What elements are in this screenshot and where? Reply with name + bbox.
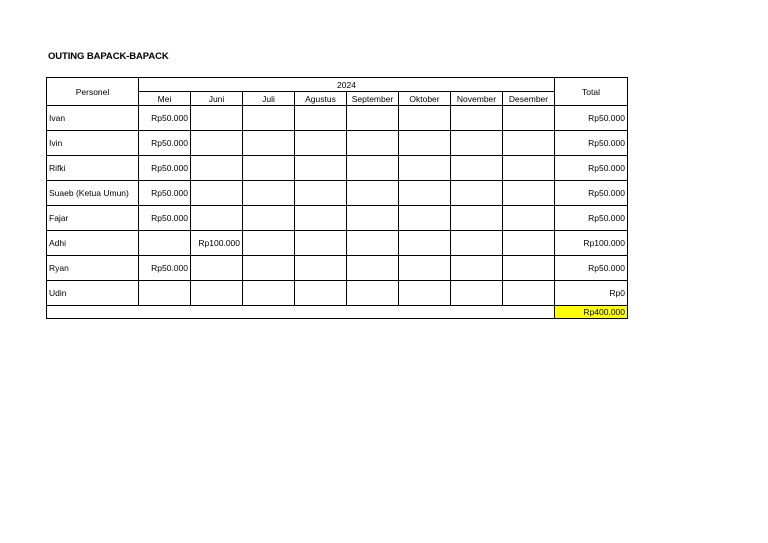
month-header-oktober[interactable]: Oktober [399,92,451,106]
month-value-cell[interactable] [243,131,295,156]
month-value-cell[interactable] [451,256,503,281]
row-total-cell[interactable]: Rp50.000 [555,206,628,231]
month-value-cell[interactable] [451,156,503,181]
month-value-cell[interactable] [503,181,555,206]
month-header-september[interactable]: September [347,92,399,106]
month-value-cell[interactable] [295,181,347,206]
sheet-title: OUTING BAPACK-BAPACK [48,51,169,62]
month-value-cell[interactable] [295,281,347,306]
month-value-cell[interactable] [399,131,451,156]
month-value-cell[interactable]: Rp100.000 [191,231,243,256]
month-value-cell[interactable] [347,106,399,131]
month-value-cell[interactable] [295,131,347,156]
month-value-cell[interactable]: Rp50.000 [139,156,191,181]
month-value-cell[interactable] [451,206,503,231]
month-value-cell[interactable]: Rp50.000 [139,256,191,281]
month-value-cell[interactable] [139,281,191,306]
month-value-cell[interactable] [243,181,295,206]
row-total-cell[interactable]: Rp100.000 [555,231,628,256]
month-value-cell[interactable] [451,281,503,306]
table-row [47,131,628,156]
personel-name-cell[interactable]: Ryan [47,256,139,281]
month-value-cell[interactable] [295,231,347,256]
month-header-juni[interactable]: Juni [191,92,243,106]
month-value-cell[interactable] [243,231,295,256]
month-header-november[interactable]: November [451,92,503,106]
month-value-cell[interactable] [451,181,503,206]
month-value-cell[interactable] [347,231,399,256]
month-header-juli[interactable]: Juli [243,92,295,106]
month-value-cell[interactable] [347,156,399,181]
month-value-cell[interactable] [243,106,295,131]
table-row [47,106,628,131]
personel-name-cell[interactable]: Ivan [47,106,139,131]
month-value-cell[interactable] [399,231,451,256]
month-value-cell[interactable] [399,156,451,181]
month-value-cell[interactable]: Rp50.000 [139,106,191,131]
month-value-cell[interactable] [191,206,243,231]
month-value-cell[interactable] [243,206,295,231]
month-value-cell[interactable] [243,256,295,281]
month-value-cell[interactable] [399,106,451,131]
table-row [47,156,628,181]
personel-header[interactable]: Personel [47,78,139,106]
personel-name-cell[interactable]: Suaeb (Ketua Umun) [47,181,139,206]
personel-name-cell[interactable]: Ivin [47,131,139,156]
month-value-cell[interactable] [503,156,555,181]
grand-total-cell[interactable]: Rp400.000 [555,306,628,319]
month-value-cell[interactable] [295,256,347,281]
month-value-cell[interactable] [191,156,243,181]
month-value-cell[interactable]: Rp50.000 [139,181,191,206]
month-value-cell[interactable] [399,181,451,206]
month-value-cell[interactable] [503,131,555,156]
month-value-cell[interactable] [503,256,555,281]
month-value-cell[interactable] [503,231,555,256]
month-value-cell[interactable] [295,156,347,181]
month-value-cell[interactable] [503,106,555,131]
table-row [47,231,628,256]
month-header-agustus[interactable]: Agustus [295,92,347,106]
row-total-cell[interactable]: Rp50.000 [555,131,628,156]
row-total-cell[interactable]: Rp50.000 [555,156,628,181]
month-value-cell[interactable] [191,281,243,306]
month-value-cell[interactable] [347,181,399,206]
month-value-cell[interactable] [503,281,555,306]
month-value-cell[interactable] [191,131,243,156]
table-row [47,256,628,281]
month-value-cell[interactable] [451,106,503,131]
table-row [47,281,628,306]
month-value-cell[interactable] [191,256,243,281]
personel-name-cell[interactable]: Udin [47,281,139,306]
month-value-cell[interactable] [399,281,451,306]
month-value-cell[interactable] [347,281,399,306]
month-value-cell[interactable] [399,206,451,231]
month-header-mei[interactable]: Mei [139,92,191,106]
month-value-cell[interactable] [191,106,243,131]
month-value-cell[interactable]: Rp50.000 [139,131,191,156]
month-value-cell[interactable] [243,156,295,181]
month-value-cell[interactable] [451,231,503,256]
row-total-cell[interactable]: Rp50.000 [555,181,628,206]
month-value-cell[interactable] [399,256,451,281]
month-value-cell[interactable]: Rp50.000 [139,206,191,231]
month-value-cell[interactable] [139,231,191,256]
row-total-cell[interactable]: Rp50.000 [555,106,628,131]
year-header[interactable]: 2024 [139,78,555,92]
month-header-desember[interactable]: Desember [503,92,555,106]
row-total-cell[interactable]: Rp0 [555,281,628,306]
personel-name-cell[interactable]: Adhi [47,231,139,256]
personel-name-cell[interactable]: Fajar [47,206,139,231]
month-value-cell[interactable] [347,256,399,281]
table-row [47,206,628,231]
grand-total-row [47,306,628,319]
row-total-cell[interactable]: Rp50.000 [555,256,628,281]
personel-name-cell[interactable]: Rifki [47,156,139,181]
total-header[interactable]: Total [555,78,628,106]
month-value-cell[interactable] [295,206,347,231]
month-value-cell[interactable] [451,131,503,156]
month-value-cell[interactable] [191,181,243,206]
month-value-cell[interactable] [295,106,347,131]
month-value-cell[interactable] [243,281,295,306]
month-value-cell[interactable] [347,206,399,231]
table-row [47,181,628,206]
month-value-cell[interactable] [347,131,399,156]
outing-table [46,77,628,319]
month-value-cell[interactable] [503,206,555,231]
header-row-year [47,78,628,92]
grand-total-spacer [47,306,555,319]
